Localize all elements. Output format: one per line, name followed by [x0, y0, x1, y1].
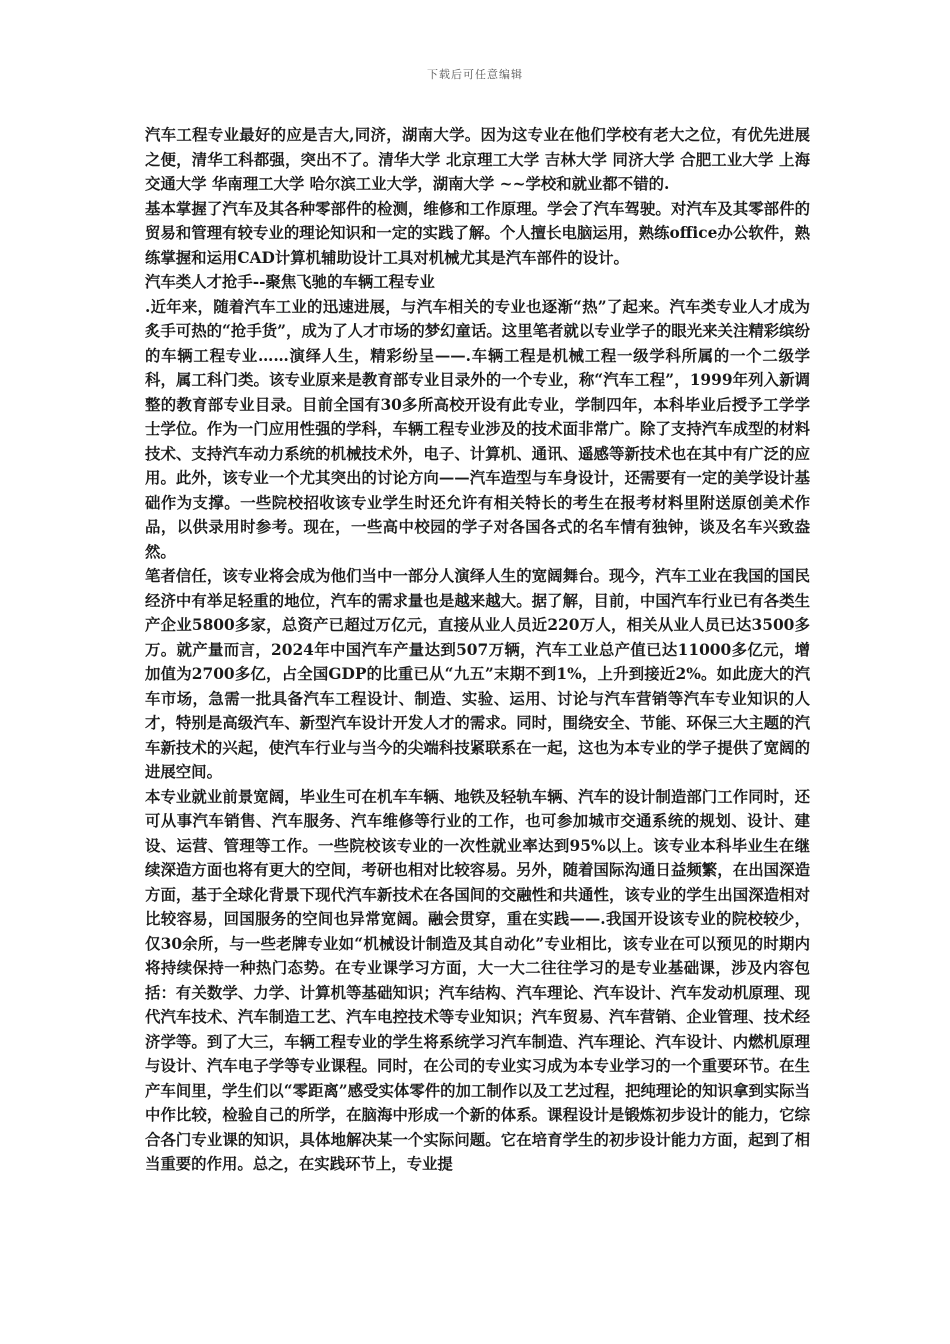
paragraph-employment: 本专业就业前景宽阔，毕业生可在机车车辆、地铁及轻轨车辆、汽车的设计制造部门工作同时，还可从事汽车销售、汽车服务、汽车维修等行业的工作，也可参加城市交通系统的规划、设计、建设、运营、管理等工作。一些院校该专业的一次性就业率达到95%以上。该专业本科毕业生在继续深造方面也将有更大的空间，考研也相对比较容易。另外，随着国际沟通日益频繁，在出国深造方面，基于全球化背景下现代汽车新技术在各国间的交融性和共通性，该专业的学生出国深造相对比较容易，回国服务的空间也异常宽阔。融会贯穿，重在实践——.我国开设该专业的院校较少，仅30余所，与一些老牌专业如“机械设计制造及其自动化”专业相比，该专业在可以预见的时期内将持续保持一种热门态势。在专业课学习方面，大一大二往往学习的是专业基础课，涉及内容包括：有关数学、力学、计算机等基础知识；汽车结构、汽车理论、汽车设计、汽车发动机原理、现代汽车技术、汽车制造工艺、汽车电控技术等专业知识；汽车贸易、汽车营销、企业管理、技术经济学等。到了大三，车辆工程专业的学生将系统学习汽车制造、汽车理论、汽车设计、内燃机原理与设计、汽车电子学等专业课程。同时，在公司的专业实习成为本专业学习的一个重要环节。在生产车间里，学生们以“零距离”感受实体零件的加工制作以及工艺过程，把纯理论的知识拿到实际当中作比较，检验自己的所学，在脑海中形成一个新的体系。课程设计是锻炼初步设计的能力，它综合各门专业课的知识，具体地解决某一个实际问题。它在培育学生的初步设计能力方面，起到了相当重要的作用。总之，在实践环节上，专业提: [145, 787, 810, 1173]
page-header-note: 下载后可任意编辑: [427, 68, 523, 81]
document-body: [145, 123, 810, 1177]
paragraph-top-universities: 汽车工程专业最好的应是吉大,同济，湖南大学。因为这专业在他们学校有老大之位，有优先进展之便，清华工科都强，突出不了。清华大学 北京理工大学 吉林大学 同济大学 合肥工业大学 上海交通大学 华南理工大学 哈尔滨工业大学，湖南大学 ~~学校和就业都不错的.: [145, 126, 810, 193]
paragraph-industry: 笔者信任，该专业将会成为他们当中一部分人演绎人生的宽阔舞台。现今，汽车工业在我国的国民经济中有举足轻重的地位，汽车的需求量也是越来越大。据了解，目前，中国汽车行业已有各类生产企业5800多家，总资产已超过万亿元，直接从业人员近220万人，相关从业人员已达3500多万。就产量而言，2024年中国汽车产量达到507万辆，汽车工业总产值已达11000多亿元，增加值为2700多亿，占全国GDP的比重已从“九五”末期不到1%，上升到接近2%。如此庞大的汽车市场，急需一批具备汽车工程设计、制造、实验、运用、讨论与汽车营销等汽车专业知识的人才，特别是高级汽车、新型汽车设计开发人才的需求。同时，围绕安全、节能、环保三大主题的汽车新技术的兴起，使汽车行业与当今的尖端科技紧联系在一起，这也为本专业的学子提供了宽阔的进展空间。: [145, 567, 810, 781]
paragraph-skills: 基本掌握了汽车及其各种零部件的检测，维修和工作原理。学会了汽车驾驶。对汽车及其零部件的贸易和管理有较专业的理论知识和一定的实践了解。个人擅长电脑运用，熟练office办公软件，熟练掌握和运用CAD计算机辅助设计工具对机械尤其是汽车部件的设计。: [145, 199, 810, 267]
section-heading: 汽车类人才抢手--聚焦飞驰的车辆工程专业: [145, 273, 435, 291]
paragraph-intro: .近年来，随着汽车工业的迅速进展，与汽车相关的专业也逐渐“热”了起来。汽车类专业人才成为炙手可热的“抢手货”，成为了人才市场的梦幻童话。这里笔者就以专业学子的眼光来关注精彩缤纷的车辆工程专业……演绎人生，精彩纷呈——.车辆工程是机械工程一级学科所属的一个二级学科，属工科门类。该专业原来是教育部专业目录外的一个专业，称“汽车工程”，1999年列入新调整的教育部专业目录。目前全国有30多所高校开设有此专业，学制四年，本科毕业后授予工学学士学位。作为一门应用性强的学科，车辆工程专业涉及的技术面非常广。除了支持汽车成型的材料技术、支持汽车动力系统的机械技术外，电子、计算机、通讯、遥感等新技术也在其中有广泛的应用。此外，该专业一个尤其突出的讨论方向——汽车造型与车身设计，还需要有一定的美学设计基础作为支撑。一些院校招收该专业学生时还允许有相关特长的考生在报考材料里附送原创美术作品，以供录用时参考。现在，一些高中校园的学子对各国各式的名车情有独钟，谈及名车兴致盎然。: [145, 297, 810, 561]
